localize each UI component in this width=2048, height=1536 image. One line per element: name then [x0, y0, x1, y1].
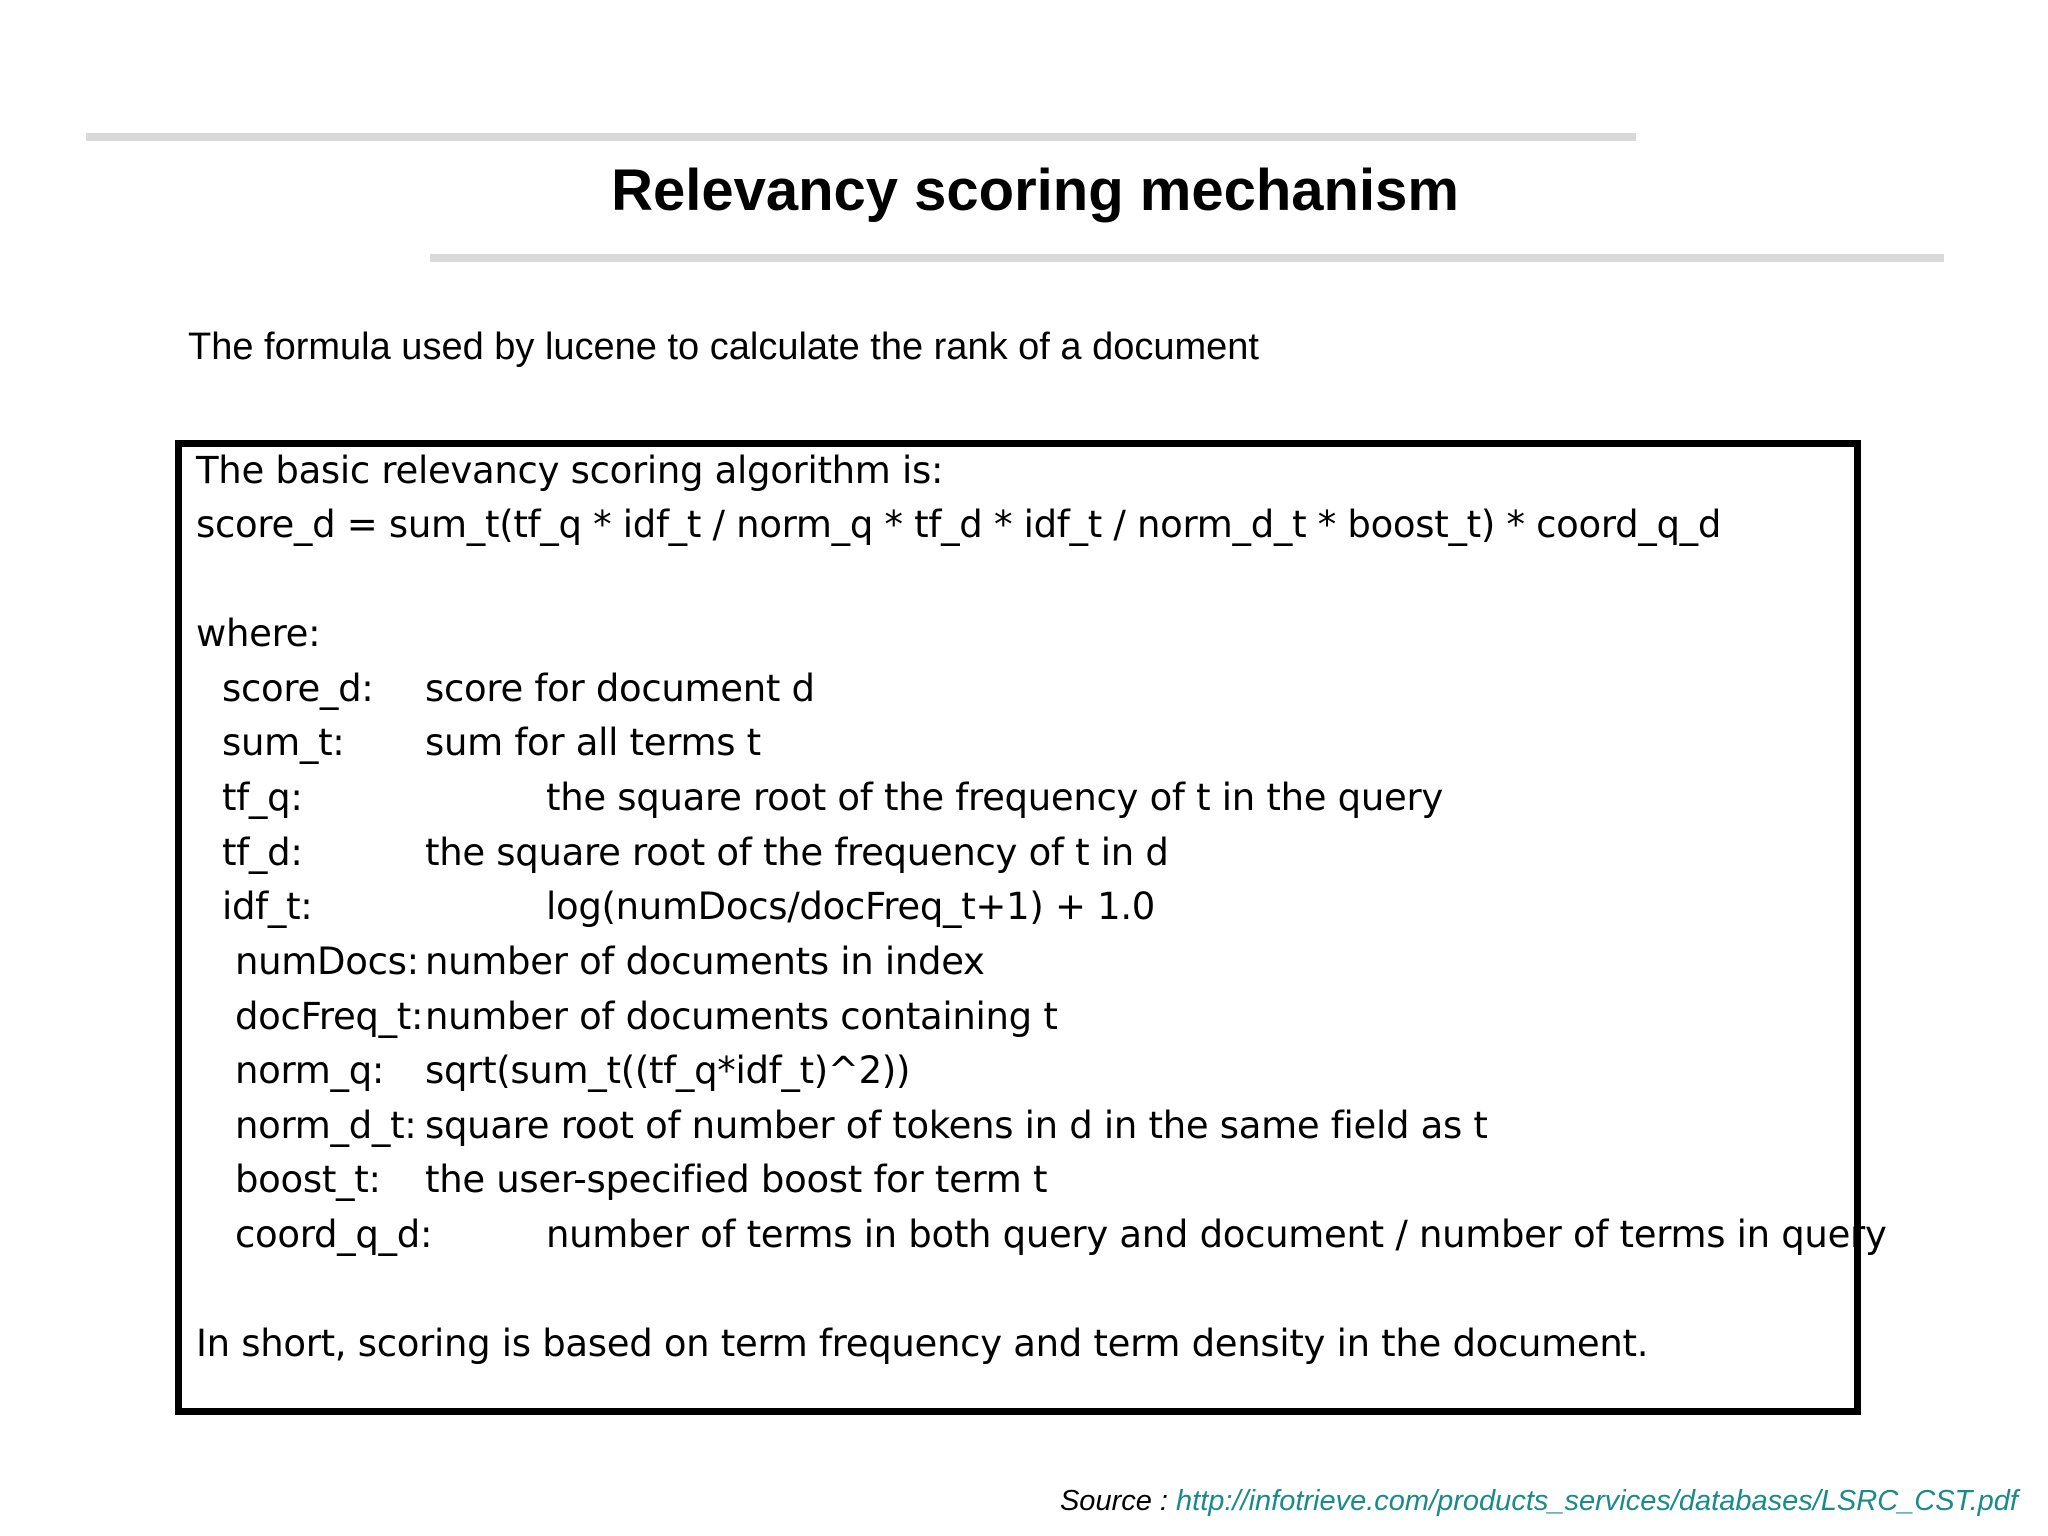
definition-text: square root of number of tokens in d in the same field as t: [425, 1104, 1488, 1147]
definition-term: numDocs:: [235, 940, 419, 983]
title-divider-bottom: [430, 254, 1944, 262]
definition-term: norm_q:: [235, 1049, 385, 1092]
definition-text: the user-specified boost for term t: [425, 1158, 1048, 1201]
source-label: Source :: [1059, 1485, 1177, 1517]
definition-term: sum_t:: [222, 721, 345, 764]
definition-term: norm_d_t:: [235, 1104, 417, 1147]
intro-text: The formula used by lucene to calculate the rank of a document: [188, 326, 1259, 368]
formula-heading: The basic relevancy scoring algorithm is:: [196, 449, 944, 492]
slide-title: Relevancy scoring mechanism: [611, 158, 1459, 223]
where-label: where:: [196, 612, 321, 655]
definition-text: log(numDocs/docFreq_t+1) + 1.0: [546, 885, 1156, 928]
definition-text: score for document d: [425, 667, 815, 710]
definition-text: sqrt(sum_t((tf_q*idf_t)^2)): [425, 1049, 911, 1092]
definition-text: number of documents containing t: [425, 995, 1058, 1038]
source-citation: [1060, 1483, 2018, 1519]
definition-term: idf_t:: [222, 885, 313, 928]
definition-term: tf_d:: [222, 831, 303, 874]
title-divider-top: [86, 133, 1636, 141]
definition-text: the square root of the frequency of t in d: [425, 831, 1169, 874]
formula-summary: In short, scoring is based on term frequency and term density in the document.: [196, 1322, 1649, 1365]
definition-text: the square root of the frequency of t in the query: [546, 776, 1443, 819]
definition-term: boost_t:: [235, 1158, 381, 1201]
definition-term: coord_q_d:: [235, 1213, 433, 1256]
definition-text: sum for all terms t: [425, 721, 761, 764]
definition-text: number of documents in index: [425, 940, 985, 983]
formula-box: [175, 440, 1887, 1415]
definition-term: score_d:: [222, 667, 374, 710]
definition-term: docFreq_t:: [235, 995, 424, 1038]
source-link[interactable]: http://infotrieve.com/products_services/databases/LSRC_CST.pdf: [1176, 1485, 2018, 1517]
definition-term: tf_q:: [222, 776, 303, 819]
definition-text: number of terms in both query and document / number of terms in query: [546, 1213, 1887, 1256]
formula-expression: score_d = sum_t(tf_q * idf_t / norm_q * tf_d * idf_t / norm_d_t * boost_t) * coord_q_d: [196, 503, 1722, 546]
